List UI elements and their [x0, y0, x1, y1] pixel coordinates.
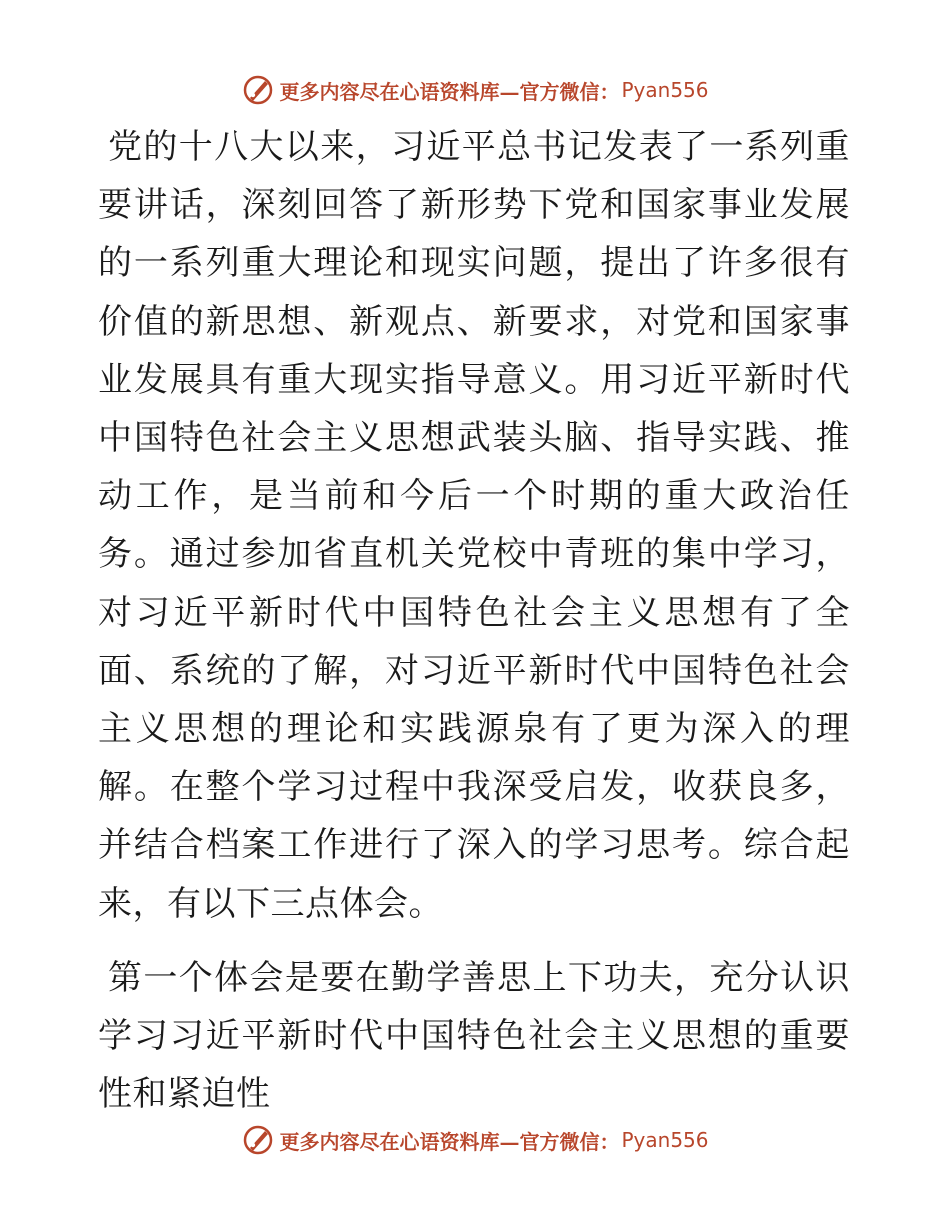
header-watermark: [0, 70, 950, 110]
watermark-label: 更多内容尽在心语资料库—官方微信：: [279, 79, 620, 104]
document-body: [98, 118, 850, 1123]
watermark-contact: Pyan556: [621, 78, 709, 102]
watermark-label: 更多内容尽在心语资料库—官方微信：: [279, 1129, 620, 1154]
watermark-contact: Pyan556: [621, 1128, 709, 1152]
footer-watermark: [0, 1120, 950, 1160]
pen-circle-icon: [241, 1123, 275, 1157]
body-paragraph-1: 党的十八大以来，习近平总书记发表了一系列重要讲话，深刻回答了新形势下党和国家事业发展的一系列重大理论和现实问题，提出了许多很有价值的新思想、新观点、新要求，对党和国家事业发展具有重大现实指导意义。用习近平新时代中国特色社会主义思想武装头脑、指导实践、推动工作，是当前和今后一个时期的重大政治任务。通过参加省直机关党校中青班的集中学习，对习近平新时代中国特色社会主义思想有了全面、系统的了解，对习近平新时代中国特色社会主义思想的理论和实践源泉有了更为深入的理解。在整个学习过程中我深受启发，收获良多，并结合档案工作进行了深入的学习思考。综合起来，有以下三点体会。: [98, 127, 850, 924]
pen-circle-icon: [241, 73, 275, 107]
body-paragraph-2: 第一个体会是要在勤学善思上下功夫，充分认识学习习近平新时代中国特色社会主义思想的重要性和紧迫性: [98, 957, 850, 1115]
